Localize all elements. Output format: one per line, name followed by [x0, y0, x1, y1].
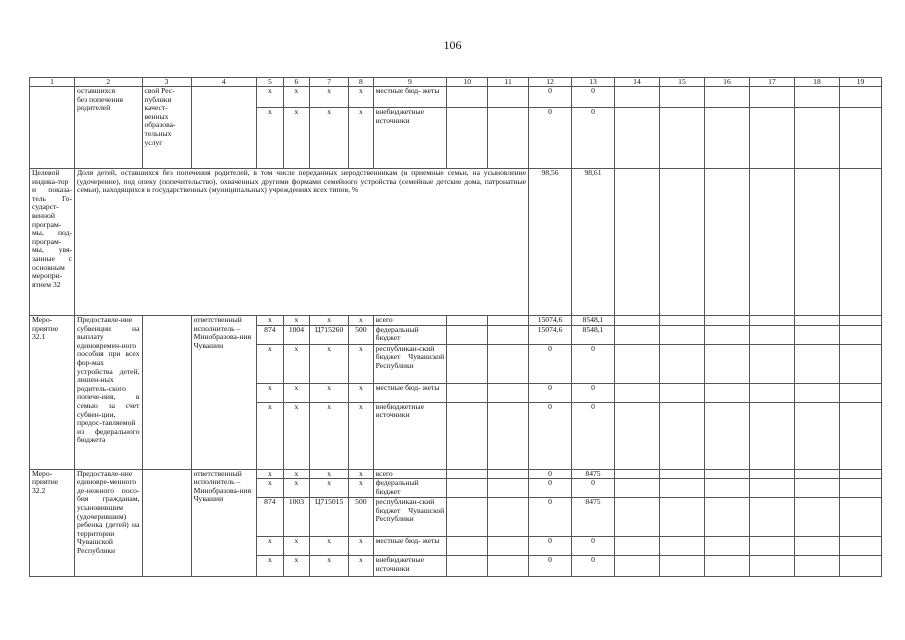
empty-cell: [659, 383, 704, 402]
col3-line: свой Рес-: [144, 86, 175, 95]
empty-cell: [614, 325, 659, 344]
col3-line: образова-: [144, 120, 176, 130]
column-header: 9: [373, 78, 447, 87]
empty-cell: [447, 108, 488, 169]
cell-8: х: [349, 316, 374, 326]
col3-line: услуг: [144, 137, 163, 147]
empty-cell: [839, 383, 881, 402]
table-row: [30, 87, 882, 108]
measure-description: Предоставле-ние субвенции на выплату единовремен-ного пособия при всех фор-мах устройства детей, лишен-ных родитель-ского попече-ния, в семью за счет субвен-ции, предос-тавляемой из федерального бюджета: [75, 316, 143, 470]
cell-7: х: [310, 556, 349, 577]
value-col-12: 0: [529, 402, 572, 469]
empty-cell: [614, 479, 659, 498]
empty-cell: [794, 556, 839, 577]
col4-cell: [191, 87, 256, 169]
empty-cell: [447, 479, 488, 498]
empty-cell: [447, 469, 488, 479]
empty-cell: [614, 344, 659, 383]
empty-cell: [488, 344, 529, 383]
empty-cell: [659, 325, 704, 344]
cell-5: х: [257, 479, 284, 498]
empty-cell: [614, 383, 659, 402]
value-col-13: 0: [572, 537, 615, 556]
empty-cell: [839, 469, 881, 479]
empty-cell: [704, 479, 749, 498]
empty-cell: [488, 108, 529, 169]
empty-cell: [794, 344, 839, 383]
column-header: 16: [704, 78, 749, 87]
empty-cell: [794, 383, 839, 402]
column-header: 19: [839, 78, 881, 87]
cell-8: 500: [349, 325, 374, 344]
column-header: 5: [257, 78, 284, 87]
empty-cell: [749, 344, 794, 383]
empty-cell: [839, 498, 881, 537]
empty-cell: [614, 87, 659, 108]
measure-label: Меро-приятие 32.1: [30, 316, 75, 470]
empty-cell: [749, 169, 794, 316]
cell-8: х: [349, 383, 374, 402]
col1-cell: [30, 87, 75, 169]
empty-cell: [704, 402, 749, 469]
empty-cell: [794, 479, 839, 498]
value-col-13: 8548,1: [572, 316, 615, 326]
empty-cell: [659, 316, 704, 326]
empty-cell: [659, 498, 704, 537]
column-header: 14: [614, 78, 659, 87]
cell-6: х: [283, 108, 310, 169]
cell-6: х: [283, 479, 310, 498]
cell-7: х: [310, 383, 349, 402]
empty-cell: [794, 325, 839, 344]
cell-6: х: [283, 383, 310, 402]
funding-source: местные бюд- жеты: [373, 87, 447, 108]
value-col-12: 0: [529, 537, 572, 556]
cell-5: 874: [257, 498, 284, 537]
cell-8: х: [349, 556, 374, 577]
col2-cell: [75, 87, 143, 169]
cell-8: х: [349, 402, 374, 469]
cell-6: 1004: [283, 325, 310, 344]
empty-cell: [704, 383, 749, 402]
empty-cell: [749, 383, 794, 402]
empty-cell: [447, 344, 488, 383]
cell-5: х: [257, 87, 284, 108]
empty-cell: [749, 556, 794, 577]
empty-cell: [704, 316, 749, 326]
empty-cell: [704, 325, 749, 344]
cell-8: х: [349, 344, 374, 383]
empty-cell: [488, 325, 529, 344]
empty-cell: [447, 556, 488, 577]
empty-cell: [659, 556, 704, 577]
column-header: 18: [794, 78, 839, 87]
table-row: [30, 316, 882, 326]
cell-5: х: [257, 108, 284, 169]
empty-cell: [659, 87, 704, 108]
column-header: 11: [488, 78, 529, 87]
empty-cell: [614, 108, 659, 169]
value-col-13: 0: [572, 479, 615, 498]
cell-5: х: [257, 402, 284, 469]
empty-cell: [659, 537, 704, 556]
funding-source: местные бюд- жеты: [373, 537, 447, 556]
empty-cell: [794, 169, 839, 316]
cell-7: х: [310, 108, 349, 169]
empty-cell: [659, 469, 704, 479]
cell-7: х: [310, 316, 349, 326]
empty-cell: [839, 87, 881, 108]
column-header: 7: [310, 78, 349, 87]
page-number: 106: [443, 38, 462, 52]
empty-cell: [614, 469, 659, 479]
empty-cell: [704, 469, 749, 479]
column-header: 8: [349, 78, 374, 87]
funding-source: внебюджетные источники: [373, 556, 447, 577]
cell-6: х: [283, 556, 310, 577]
funding-source: местные бюд- жеты: [373, 383, 447, 402]
empty-cell: [447, 87, 488, 108]
empty-cell: [488, 556, 529, 577]
empty-cell: [704, 87, 749, 108]
cell-6: 1003: [283, 498, 310, 537]
empty-cell: [447, 383, 488, 402]
empty-cell: [488, 479, 529, 498]
empty-cell: [749, 469, 794, 479]
value-col-13: 0: [572, 383, 615, 402]
column-header: 4: [191, 78, 256, 87]
empty-cell: [659, 479, 704, 498]
funding-source: федеральный бюджет: [373, 325, 447, 344]
funding-source: всего: [373, 316, 447, 326]
column-header: 3: [142, 78, 191, 87]
column-header: 6: [283, 78, 310, 87]
col3-line: тельных: [144, 128, 172, 138]
value-col-13: 8475: [572, 469, 615, 479]
value-col-13: 0: [572, 556, 615, 577]
value-col-13: 8548,1: [572, 325, 615, 344]
cell-8: х: [349, 537, 374, 556]
value-col-13: 0: [572, 344, 615, 383]
measure-description: Предоставле-ние единовре-менного де-нежного посо-бия гражданам, усыновившим (удочерившим) ребенка (детей) на территории Чувашской Республики: [75, 469, 143, 577]
empty-cell: [447, 325, 488, 344]
cell-5: х: [257, 469, 284, 479]
empty-cell: [659, 344, 704, 383]
cell-7: х: [310, 87, 349, 108]
value-col-13: 8475: [572, 498, 615, 537]
empty-cell: [659, 108, 704, 169]
value-col-12: 0: [529, 108, 572, 169]
empty-cell: [839, 108, 881, 169]
column-header: 12: [529, 78, 572, 87]
empty-cell: [488, 498, 529, 537]
cell-6: х: [283, 402, 310, 469]
empty-cell: [839, 556, 881, 577]
empty-cell: [749, 498, 794, 537]
value-col-12: 0: [529, 469, 572, 479]
cell-5: х: [257, 383, 284, 402]
column-header: 2: [75, 78, 143, 87]
cell-8: х: [349, 108, 374, 169]
cell-5: х: [257, 537, 284, 556]
value-col-13: 0: [572, 108, 615, 169]
col2-line: родителей: [77, 103, 111, 113]
value-col-12: 15074,6: [529, 316, 572, 326]
value-col-12: 0: [529, 556, 572, 577]
indicator-text: Доля детей, оставшихся без попечения родителей, в том числе переданных неродственникам (в приемные семьи, на усыновление (удочерение), под опеку (попечительство), охваченных другими формами семейного устройства (семейные детские дома, патронатные семьи), находящихся в государственных (муниципальных) учреждениях всех типов, %: [75, 169, 529, 316]
cell-8: х: [349, 469, 374, 479]
empty-cell: [794, 402, 839, 469]
funding-source: республикан-ский бюджет Чувашской Республики: [373, 498, 447, 537]
indicator-label: Целевой индика-тор и показа-тель Го-сударст-венной програм-мы, под-програм-мы, увя-занные с основным меропри-ятием 32: [30, 169, 75, 316]
value-col-13: 0: [572, 402, 615, 469]
budget-table: [29, 77, 882, 577]
cell-7: Ц715015: [310, 498, 349, 537]
empty-cell: [704, 537, 749, 556]
col2-line: оставшихся: [77, 86, 116, 95]
column-header: 10: [447, 78, 488, 87]
cell-7: х: [310, 537, 349, 556]
empty-cell: [839, 316, 881, 326]
value-col-12: 0: [529, 87, 572, 108]
col2-line: без попечения: [77, 94, 124, 104]
cell-6: х: [283, 344, 310, 383]
funding-source: республикан-ский бюджет Чувашской Республики: [373, 344, 447, 383]
empty-cell: [447, 402, 488, 469]
empty-cell: [749, 87, 794, 108]
empty-cell: [614, 537, 659, 556]
cell-7: х: [310, 344, 349, 383]
empty-cell: [488, 87, 529, 108]
cell-5: х: [257, 344, 284, 383]
empty-cell: [794, 537, 839, 556]
empty-cell: [839, 537, 881, 556]
empty-cell: [794, 316, 839, 326]
funding-source: внебюджетные источники: [373, 402, 447, 469]
value-col-12: 15074,6: [529, 325, 572, 344]
empty-cell: [704, 108, 749, 169]
empty-cell: [659, 169, 704, 316]
empty-cell: [659, 402, 704, 469]
empty-cell: [447, 498, 488, 537]
column-header: 1: [30, 78, 75, 87]
empty-cell: [704, 344, 749, 383]
empty-cell: [794, 498, 839, 537]
empty-cell: [614, 169, 659, 316]
empty-cell: [614, 556, 659, 577]
empty-cell: [488, 469, 529, 479]
col3-cell: [142, 316, 191, 470]
empty-cell: [614, 316, 659, 326]
cell-7: х: [310, 469, 349, 479]
empty-cell: [614, 498, 659, 537]
cell-6: х: [283, 316, 310, 326]
indicator-row: [30, 169, 882, 316]
empty-cell: [839, 325, 881, 344]
measure-label: Меро-приятие 32.2: [30, 469, 75, 577]
cell-5: х: [257, 316, 284, 326]
empty-cell: [704, 498, 749, 537]
column-header: 17: [749, 78, 794, 87]
empty-cell: [839, 402, 881, 469]
value-col-13: 0: [572, 87, 615, 108]
empty-cell: [488, 402, 529, 469]
empty-cell: [447, 537, 488, 556]
value-col-12: 0: [529, 479, 572, 498]
empty-cell: [447, 316, 488, 326]
empty-cell: [704, 556, 749, 577]
empty-cell: [749, 316, 794, 326]
col3-cell: [142, 87, 191, 169]
col3-line: публики: [144, 94, 172, 104]
cell-5: х: [257, 556, 284, 577]
column-header: 13: [572, 78, 615, 87]
cell-6: х: [283, 87, 310, 108]
empty-cell: [839, 169, 881, 316]
col3-line: венных: [144, 111, 169, 121]
cell-7: х: [310, 402, 349, 469]
funding-source: федеральный бюджет: [373, 479, 447, 498]
cell-8: х: [349, 87, 374, 108]
empty-cell: [749, 479, 794, 498]
indicator-value-13: 98,61: [572, 169, 615, 316]
cell-7: Ц715260: [310, 325, 349, 344]
value-col-12: 0: [529, 383, 572, 402]
empty-cell: [749, 402, 794, 469]
indicator-value-12: 98,56: [529, 169, 572, 316]
cell-6: х: [283, 537, 310, 556]
column-header: 15: [659, 78, 704, 87]
empty-cell: [839, 479, 881, 498]
empty-cell: [794, 469, 839, 479]
empty-cell: [749, 325, 794, 344]
cell-8: 500: [349, 498, 374, 537]
cell-7: х: [310, 479, 349, 498]
value-col-12: 0: [529, 344, 572, 383]
cell-5: 874: [257, 325, 284, 344]
empty-cell: [614, 402, 659, 469]
value-col-12: 0: [529, 498, 572, 537]
empty-cell: [749, 537, 794, 556]
col3-line: качест-: [144, 103, 168, 113]
responsible-executor: ответственный исполнитель – Минобразова-ния Чувашии: [191, 316, 256, 470]
funding-source: внебюджетные источники: [373, 108, 447, 169]
empty-cell: [839, 344, 881, 383]
empty-cell: [794, 108, 839, 169]
funding-source: всего: [373, 469, 447, 479]
col3-cell: [142, 469, 191, 577]
responsible-executor: ответственный исполнитель – Минобразова-ния Чувашии: [191, 469, 256, 577]
empty-cell: [488, 316, 529, 326]
empty-cell: [704, 169, 749, 316]
column-header-row: [30, 78, 882, 87]
empty-cell: [488, 383, 529, 402]
table-row: [30, 469, 882, 479]
empty-cell: [749, 108, 794, 169]
empty-cell: [488, 537, 529, 556]
cell-8: х: [349, 479, 374, 498]
cell-6: х: [283, 469, 310, 479]
empty-cell: [794, 87, 839, 108]
